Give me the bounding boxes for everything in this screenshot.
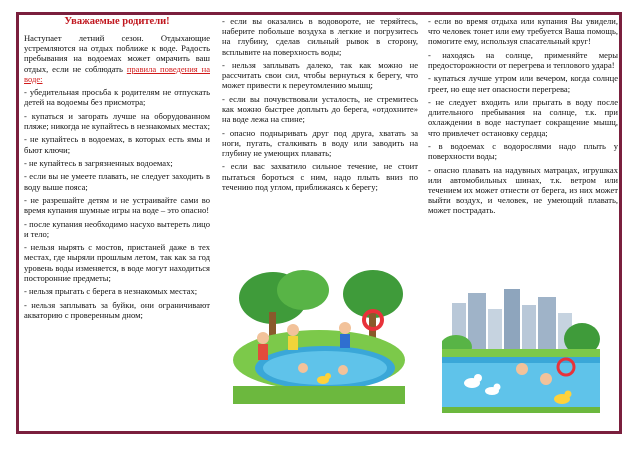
- pond-kids-illustration: [233, 268, 405, 404]
- rule-item: - не купайтесь в загрязненных водоемах;: [24, 157, 173, 168]
- intro-paragraph: [24, 33, 210, 84]
- rule-item: - убедительная просьба к родителям не отпускать детей на водоемы без присмотра;: [24, 87, 210, 108]
- rule-item: - если вы оказались в водовороте, не теряйтесь, наберите побольше воздуха в легкие и погрузитесь на глубину, сделав сильный рывок в сторону, всплывите на поверхность воды;: [222, 16, 418, 57]
- rule-item: - не разрешайте детям и не устраивайте сами во время купания шумные игры на воде – это опасно!: [24, 194, 210, 216]
- rule-item: - опасно плавать на надувных матрацах, игрушках или автомобильных шинах, т.к. ветром или течением их может отнести от берега, из них может выйти воздух, и человек, не умеющий плавать, может пострадать.: [428, 164, 618, 216]
- rule-item: - купаться лучше утром или вечером, когда солнце греет, но еще нет опасности перегрева;: [428, 73, 618, 94]
- rule-item: - если вы почувствовали усталость, не стремитесь как можно быстрее доплыть до берега, «отдохните» на воде лежа на спине;: [222, 93, 418, 125]
- rule-item: - опасно подныривать друг под друга, хватать за ноги, пугать, сталкивать в воду или заводить на глубину не умеющих плавать;: [222, 127, 418, 158]
- rule-item: - не следует входить или прыгать в воду после длительного пребывания на солнце, т.к. при охлаждении в воде наступает сокращение мышц, что привлечет остановку сердца;: [428, 96, 618, 138]
- rule-item: - нельзя заплывать далеко, так как можно не рассчитать свои сил, чтобы вернуться к берегу, что может привести к переутомлению мышц;: [222, 60, 418, 91]
- rule-item: - находясь на солнце, применяйте меры предосторожности от перегрева и теплового удара!: [428, 49, 618, 70]
- rules-link: правила поведения на воде:: [24, 63, 210, 84]
- rule-item: - если вас захватило сильное течение, не стоит пытаться бороться с ним, надо плыть вниз по течению под углом, приближаясь к берегу;: [222, 161, 418, 192]
- intro-text: Наступает летний сезон. Отдыхающие устремляются на отдых поближе к воде. Радость пребывания на водоемах может омрачить ваш отдых, если не соблюдать: [24, 33, 210, 74]
- rule-item: - если вы не умеете плавать, не следует заходить в воду выше пояса;: [24, 171, 210, 192]
- rule-item: - нельзя заплывать за буйки, они ограничивают акваторию с проверенным дном;: [24, 299, 210, 320]
- column-1: [24, 16, 210, 428]
- rule-item: - после купания необходимо насухо вытереть лицо и тело;: [24, 218, 210, 239]
- rule-item: - если во время отдыха или купания Вы увидели, что человек тонет или ему требуется Ваша помощь, помогите ему, используя спасательный круг!: [428, 16, 618, 47]
- rule-item: - в водоемах с водорослями надо плыть у поверхности воды;: [428, 140, 618, 162]
- rule-item: - нельзя прыгать с берега в незнакомых местах;: [24, 286, 198, 297]
- column-3: [428, 16, 618, 316]
- river-swimmers-illustration: [442, 283, 600, 413]
- rule-item: - нельзя нырять с мостов, пристаней даже в тех местах, где ныряли прошлым летом, так как за год уровень воды изменяется, в воде могут находиться посторонние предметы;: [24, 242, 210, 283]
- page-title: Уважаемые родители!: [64, 16, 170, 27]
- rule-item: - купаться и загорать лучше на оборудованном пляже; никогда не купайтесь в незнакомых местах;: [24, 110, 210, 131]
- rule-item: - не купайтесь в водоемах, в которых есть ямы и бьют ключи;: [24, 134, 210, 155]
